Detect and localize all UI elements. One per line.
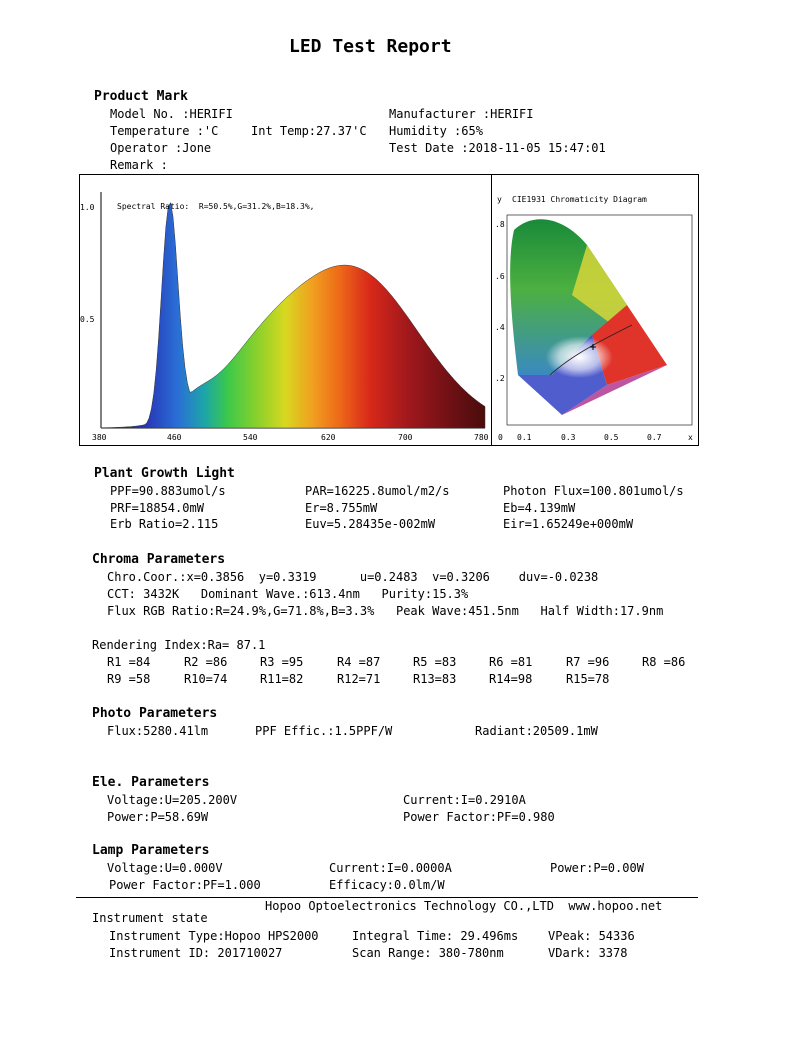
cie-x-label: x xyxy=(688,433,693,442)
lamp-power: Power:P=0.00W xyxy=(550,861,644,875)
spectrum-xtick: 700 xyxy=(398,433,413,442)
r-value: R14=98 xyxy=(489,672,533,686)
cie-xtick: 0.3 xyxy=(561,433,576,442)
chroma-heading: Chroma Parameters xyxy=(92,552,226,567)
humidity: Humidity :65% xyxy=(389,124,483,138)
spectrum-xtick: 460 xyxy=(167,433,182,442)
footer-divider xyxy=(76,897,698,898)
spectrum-xtick: 620 xyxy=(321,433,336,442)
ele-heading: Ele. Parameters xyxy=(92,775,210,790)
r-value: R8 =86 xyxy=(642,655,686,669)
cie-xtick: 0 xyxy=(498,433,503,442)
spectral-ratio: Spectral Ratio: R=50.5%,G=31.2%,B=18.3%, xyxy=(117,202,315,211)
report-title: LED Test Report xyxy=(289,36,452,57)
scan-range: Scan Range: 380-780nm xyxy=(352,946,504,960)
lamp-efficacy: Efficacy:0.0lm/W xyxy=(329,878,445,892)
ele-voltage: Voltage:U=205.200V xyxy=(107,793,238,807)
cie-title: CIE1931 Chromaticity Diagram xyxy=(512,195,647,204)
lamp-heading: Lamp Parameters xyxy=(92,843,210,858)
cie-ytick: .2 xyxy=(495,374,505,383)
spectrum-xtick: 780 xyxy=(474,433,489,442)
r-value: R6 =81 xyxy=(489,655,533,669)
euv: Euv=5.28435e-002mW xyxy=(305,517,436,531)
r-value: R5 =83 xyxy=(413,655,457,669)
par: PAR=16225.8umol/m2/s xyxy=(305,484,450,498)
spectrum-xtick: 540 xyxy=(243,433,258,442)
lamp-current: Current:I=0.0000A xyxy=(329,861,452,875)
spectrum-ytick-05: 0.5 xyxy=(80,315,95,324)
company-info: Hopoo Optoelectronics Technology CO.,LTD www.hopoo.net xyxy=(265,899,663,913)
cie-xtick: 0.5 xyxy=(604,433,619,442)
remark: Remark : xyxy=(110,158,168,172)
product-mark-heading: Product Mark xyxy=(94,89,188,104)
manufacturer: Manufacturer :HERIFI xyxy=(389,107,534,121)
instrument-id: Instrument ID: 201710027 xyxy=(109,946,283,960)
cie-xtick: 0.1 xyxy=(517,433,532,442)
operator: Operator :Jone xyxy=(110,141,212,155)
cie-white-region xyxy=(536,320,632,380)
erb-ratio: Erb Ratio=2.115 xyxy=(110,517,219,531)
cie-ytick: .4 xyxy=(495,323,505,332)
eir: Eir=1.65249e+000mW xyxy=(503,517,634,531)
photo-heading: Photo Parameters xyxy=(92,706,218,721)
vdark: VDark: 3378 xyxy=(548,946,628,960)
chroma-coordinates: Chro.Coor.:x=0.3856 y=0.3319 u=0.2483 v=0.3206 duv=-0.0238 xyxy=(107,570,599,584)
spectrum-curve xyxy=(101,203,485,428)
ppf: PPF=90.883umol/s xyxy=(110,484,226,498)
lamp-power-factor: Power Factor:PF=1.000 xyxy=(109,878,261,892)
er: Er=8.755mW xyxy=(305,501,378,515)
cie-ytick: .6 xyxy=(495,272,505,281)
prf: PRF=18854.0mW xyxy=(110,501,204,515)
r-value: R12=71 xyxy=(337,672,381,686)
radiant: Radiant:20509.1mW xyxy=(475,724,598,738)
r-value: R11=82 xyxy=(260,672,304,686)
r-value: R9 =58 xyxy=(107,672,151,686)
instrument-state-heading: Instrument state xyxy=(92,911,208,925)
r-value: R4 =87 xyxy=(337,655,381,669)
cie-y-label: y xyxy=(497,195,502,204)
ppf-efficacy: PPF Effic.:1.5PPF/W xyxy=(255,724,393,738)
r-value: R10=74 xyxy=(184,672,228,686)
temperature: Temperature :'C xyxy=(110,124,219,138)
r-value: R15=78 xyxy=(566,672,610,686)
ele-power-factor: Power Factor:PF=0.980 xyxy=(403,810,555,824)
chroma-rgb-ratio: Flux RGB Ratio:R=24.9%,G=71.8%,B=3.3% Peak Wave:451.5nm Half Width:17.9nm xyxy=(107,604,664,618)
r-value: R2 =86 xyxy=(184,655,228,669)
vpeak: VPeak: 54336 xyxy=(548,929,635,943)
r-value: R13=83 xyxy=(413,672,457,686)
lamp-voltage: Voltage:U=0.000V xyxy=(107,861,223,875)
chroma-cct: CCT: 3432K Dominant Wave.:613.4nm Purity:15.3% xyxy=(107,587,469,601)
spectrum-xtick: 380 xyxy=(92,433,107,442)
flux: Flux:5280.41lm xyxy=(107,724,209,738)
ele-power: Power:P=58.69W xyxy=(107,810,209,824)
rendering-index: Rendering Index:Ra= 87.1 xyxy=(92,638,266,652)
eb: Eb=4.139mW xyxy=(503,501,576,515)
cie-xtick: 0.7 xyxy=(647,433,662,442)
cie-chromaticity-diagram xyxy=(491,174,699,446)
r-value: R7 =96 xyxy=(566,655,610,669)
r-value: R3 =95 xyxy=(260,655,304,669)
cie-ytick: .8 xyxy=(495,220,505,229)
r-value: R1 =84 xyxy=(107,655,151,669)
spectrum-chart xyxy=(79,174,492,446)
photon-flux: Photon Flux=100.801umol/s xyxy=(503,484,684,498)
plant-growth-heading: Plant Growth Light xyxy=(94,466,235,481)
ele-current: Current:I=0.2910A xyxy=(403,793,526,807)
model-number: Model No. :HERIFI xyxy=(110,107,233,121)
integral-time: Integral Time: 29.496ms xyxy=(352,929,519,943)
int-temp: Int Temp:27.37'C xyxy=(251,124,367,138)
instrument-type: Instrument Type:Hopoo HPS2000 xyxy=(109,929,319,943)
test-date: Test Date :2018-11-05 15:47:01 xyxy=(389,141,606,155)
spectrum-ytick-1: 1.0 xyxy=(80,203,95,212)
